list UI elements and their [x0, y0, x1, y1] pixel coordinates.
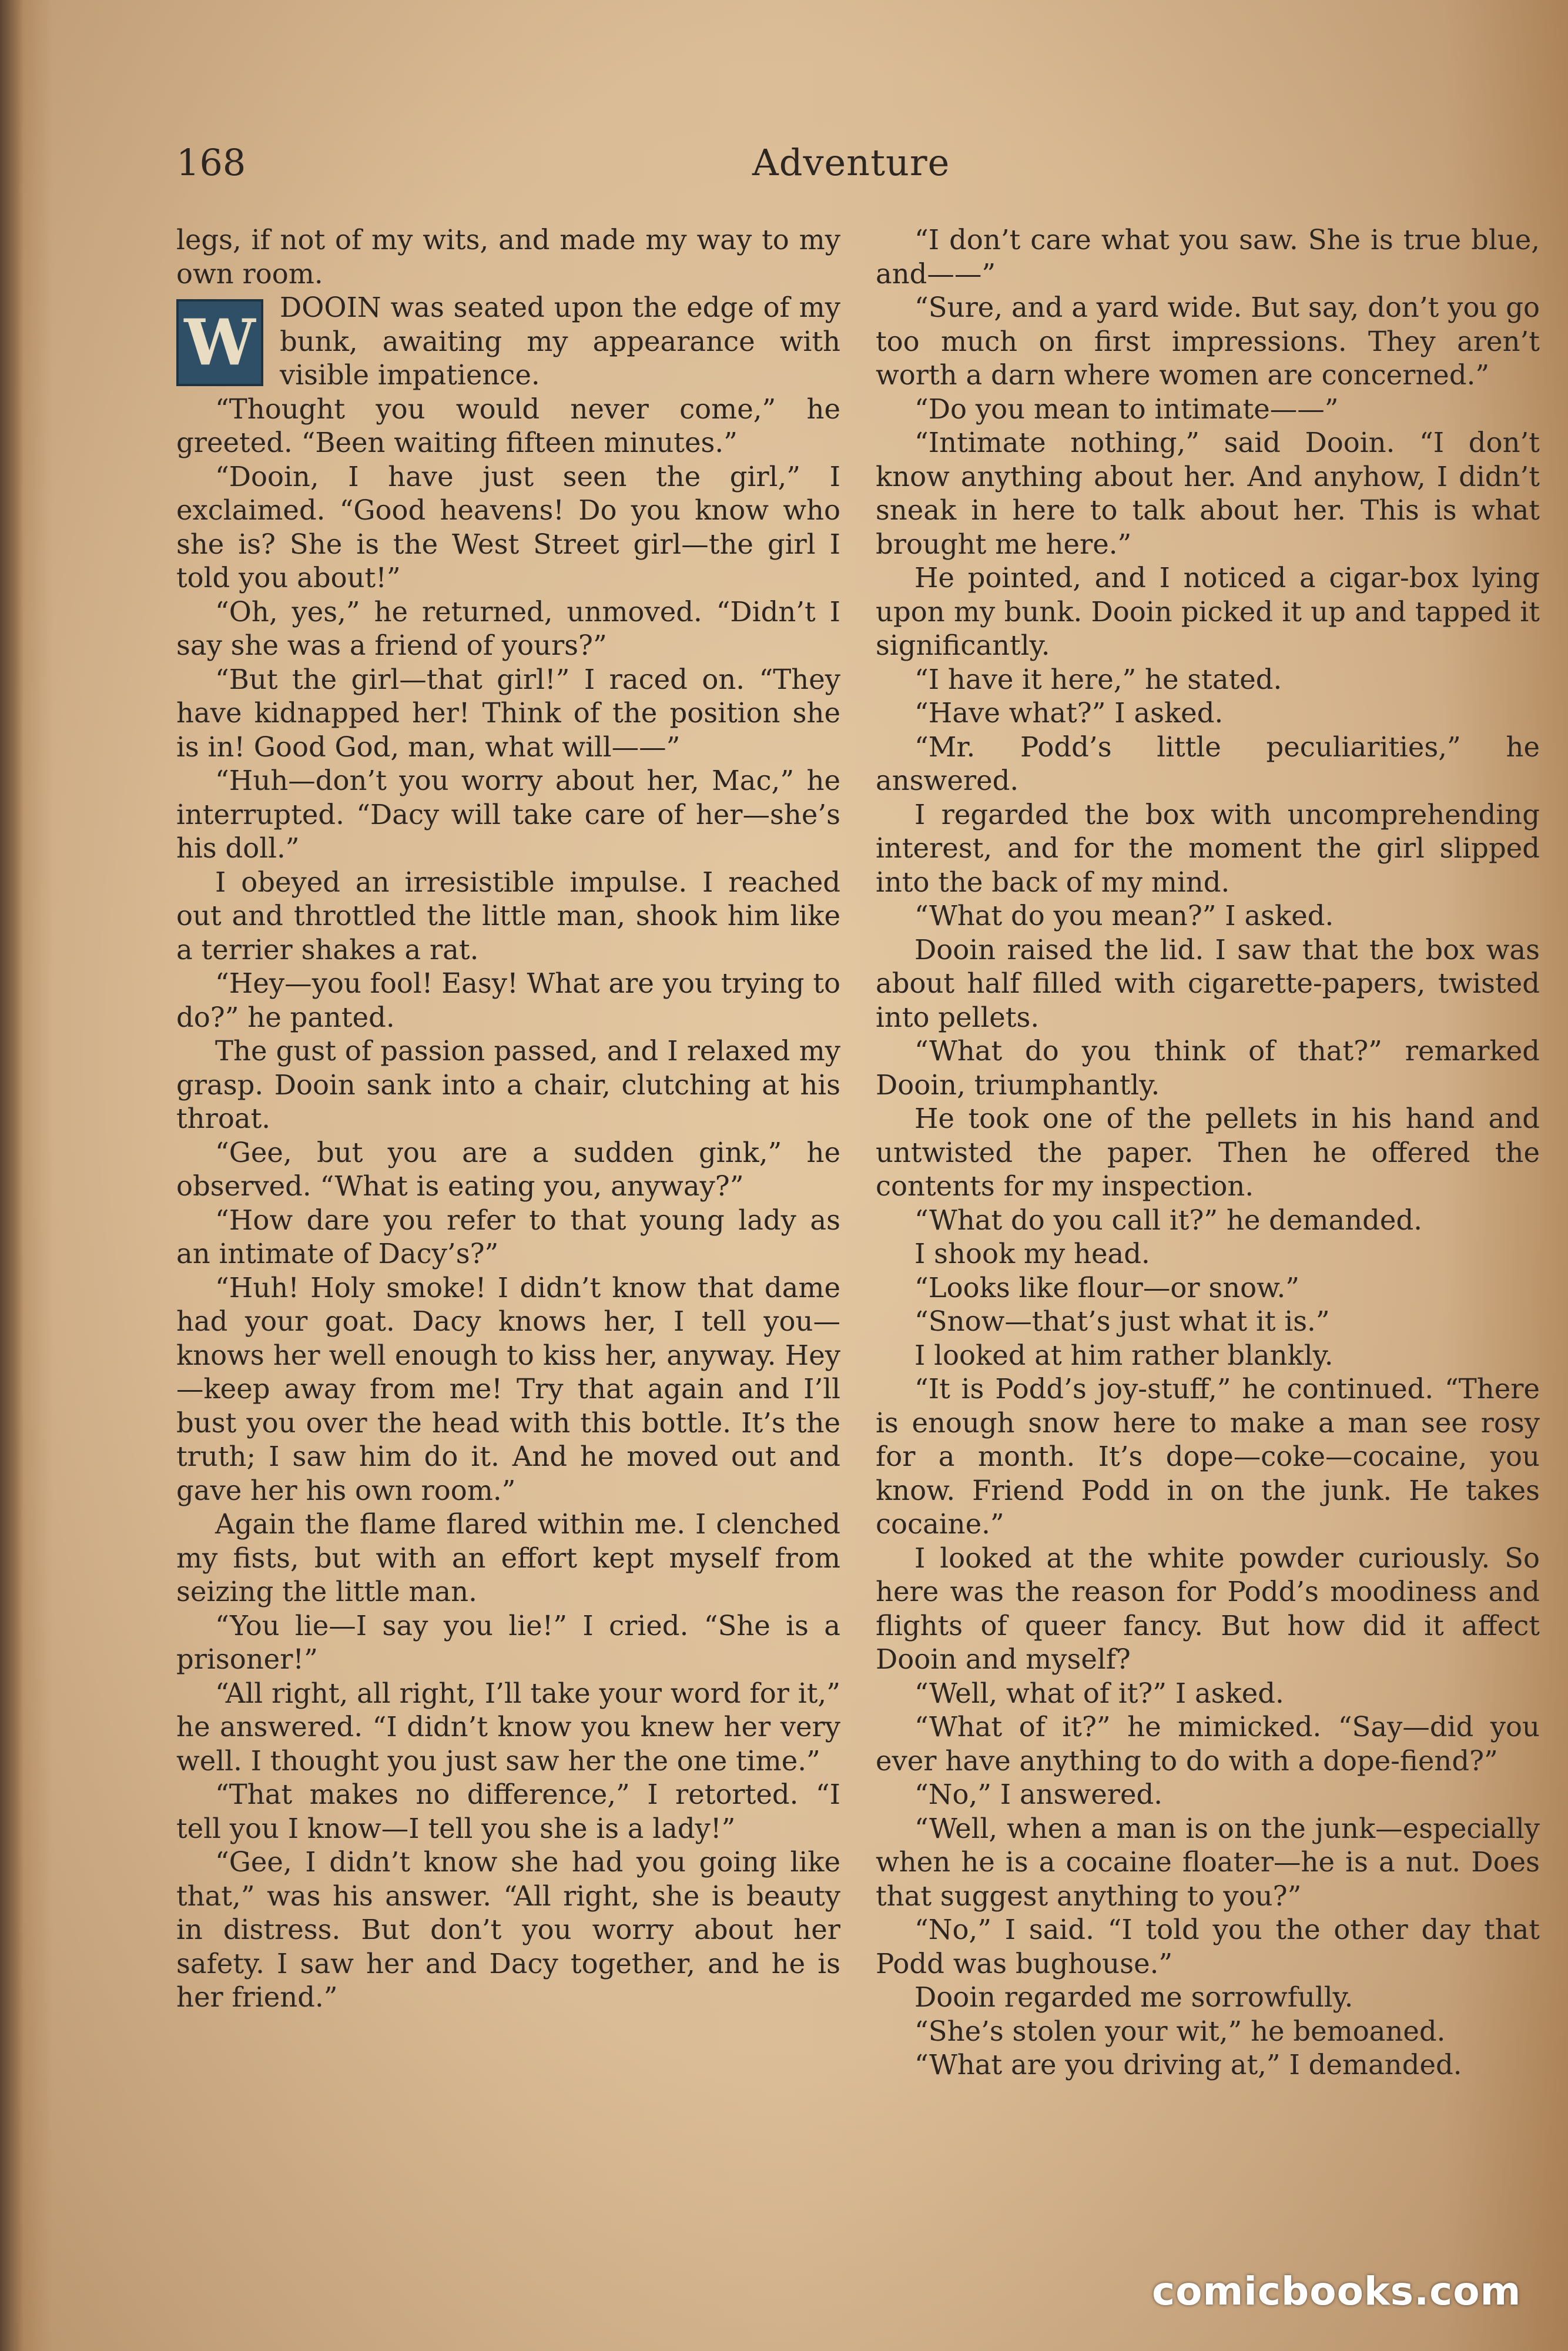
paragraph: “Dooin, I have just seen the girl,” I exclaimed. “Good heavens! Do you know who she is? She is the West Street girl—the girl I told you about!” [176, 460, 840, 594]
watermark: comicbooks.com [1152, 2269, 1522, 2314]
paragraph: “No,” I said. “I told you the other day that Podd was bughouse.” [876, 1914, 1540, 1980]
paragraph: The gust of passion passed, and I relaxed my grasp. Dooin sank into a chair, clutching at his throat. [176, 1035, 840, 1134]
paragraph: “Intimate nothing,” said Dooin. “I don’t know anything about her. And anyhow, I didn’t sneak in here to talk about her. This is what brought me here.” [876, 427, 1540, 560]
paragraph: “Huh! Holy smoke! I didn’t know that dame had your goat. Dacy knows her, I tell you—knows her well enough to kiss her, anyway. Hey—keep away from me! Try that again and I’ll bust you over the head with this bottle. It’s the truth; I saw him do it. And he moved out and gave her his own room.” [176, 1271, 840, 1506]
paragraph: “That makes no difference,” I retorted. “I tell you I know—I tell you she is a lady!” [176, 1779, 840, 1844]
page-binding-edge [0, 0, 24, 2351]
paragraph: I looked at the white powder curiously. So here was the reason for Podd’s moodiness and flights of queer fancy. But how did it affect Dooin and myself? [876, 1542, 1540, 1675]
paragraph: “Looks like flour—or snow.” [914, 1271, 1300, 1304]
right-column [876, 223, 1540, 2082]
paragraph: “What do you call it?” he demanded. [914, 1204, 1422, 1236]
paragraph: “Do you mean to intimate——” [914, 393, 1339, 425]
paragraph: Dooin regarded me sorrowfully. [914, 1981, 1353, 2013]
paragraph: He took one of the pellets in his hand and untwisted the paper. Then he offered the contents for my inspection. [876, 1103, 1540, 1202]
paragraph: “Huh—don’t you worry about her, Mac,” he interrupted. “Dacy will take care of her—she’s his doll.” [176, 765, 840, 864]
paragraph: “All right, all right, I’ll take your word for it,” he answered. “I didn’t know you knew her very well. I thought you just saw her the one time.” [176, 1677, 840, 1777]
paragraph: “No,” I answered. [914, 1779, 1163, 1810]
paragraph: “Have what?” I asked. [914, 697, 1224, 729]
dropcap-letter: W [184, 306, 256, 380]
paragraph: I obeyed an irresistible impulse. I reached out and throttled the little man, shook him like a terrier shakes a rat. [176, 866, 840, 966]
paragraph: I shook my head. [914, 1238, 1150, 1270]
paragraph: “I don’t care what you saw. She is true blue, and——” [876, 224, 1540, 290]
paragraph: I regarded the box with uncomprehending interest, and for the moment the girl slipped into the back of my mind. [876, 798, 1540, 898]
paragraph: “Thought you would never come,” he greeted. “Been waiting fifteen minutes.” [176, 393, 840, 458]
running-head [176, 141, 1516, 200]
paragraph: “What of it?” he mimicked. “Say—did you ever have anything to do with a dope-fiend?” [876, 1711, 1540, 1777]
paragraph: “I have it here,” he stated. [914, 663, 1282, 695]
paragraph: “What do you think of that?” remarked Dooin, triumphantly. [876, 1035, 1540, 1101]
paragraph: He pointed, and I noticed a cigar-box lying upon my bunk. Dooin picked it up and tapped it significantly. [876, 562, 1540, 661]
left-column [176, 223, 840, 2015]
paragraph: “Sure, and a yard wide. But say, don’t you go too much on first impressions. They aren’t worth a darn where women are concerned.” [876, 292, 1540, 391]
paragraph: “Snow—that’s just what it is.” [914, 1305, 1330, 1337]
paragraph: “How dare you refer to that young lady as an intimate of Dacy’s?” [176, 1204, 840, 1270]
paragraph: “What are you driving at,” I demanded. [914, 2049, 1462, 2081]
paragraph: legs, if not of my wits, and made my way to my own room. [176, 224, 840, 290]
paragraph: Again the flame flared within me. I clenched my fists, but with an effort kept myself from seizing the little man. [176, 1508, 840, 1607]
paragraph: DOOIN was seated upon the edge of my bunk, awaiting my appearance with visible impatience. [280, 292, 840, 391]
magazine-title: Adventure [752, 141, 950, 184]
paragraph: “But the girl—that girl!” I raced on. “They have kidnapped her! Think of the position she is in! Good God, man, what will——” [176, 663, 840, 763]
paragraph: “Gee, I didn’t know she had you going like that,” was his answer. “All right, she is beauty in distress. But don’t you worry about her safety. I saw her and Dacy together, and he is her friend.” [176, 1846, 840, 2013]
paragraph: “What do you mean?” I asked. [914, 900, 1334, 932]
dropcap-initial [176, 299, 263, 386]
paragraph: “Hey—you fool! Easy! What are you trying to do?” he panted. [176, 967, 840, 1033]
paragraph: “Mr. Podd’s little peculiarities,” he answered. [876, 731, 1540, 796]
paragraph: I looked at him rather blankly. [914, 1339, 1334, 1371]
paragraph: “Well, what of it?” I asked. [914, 1677, 1284, 1709]
paragraph: Dooin raised the lid. I saw that the box was about half filled with cigarette-papers, twisted into pellets. [876, 933, 1540, 1033]
dropcap-paragraph [176, 291, 840, 393]
paragraph: “She’s stolen your wit,” he bemoaned. [914, 2015, 1446, 2047]
paragraph: “You lie—I say you lie!” I cried. “She is a prisoner!” [176, 1609, 840, 1675]
paragraph: “Gee, but you are a sudden gink,” he observed. “What is eating you, anyway?” [176, 1136, 840, 1202]
page-number: 168 [176, 141, 246, 184]
paragraph: “Oh, yes,” he returned, unmoved. “Didn’t I say she was a friend of yours?” [176, 595, 840, 661]
paragraph: “Well, when a man is on the junk—especially when he is a cocaine floater—he is a nut. Does that suggest anything to you?” [876, 1812, 1540, 1912]
paragraph: “It is Podd’s joy-stuff,” he continued. “There is enough snow here to make a man see rosy for a month. It’s dope—coke—cocaine, you know. Friend Podd in on the junk. He takes cocaine.” [876, 1373, 1540, 1540]
